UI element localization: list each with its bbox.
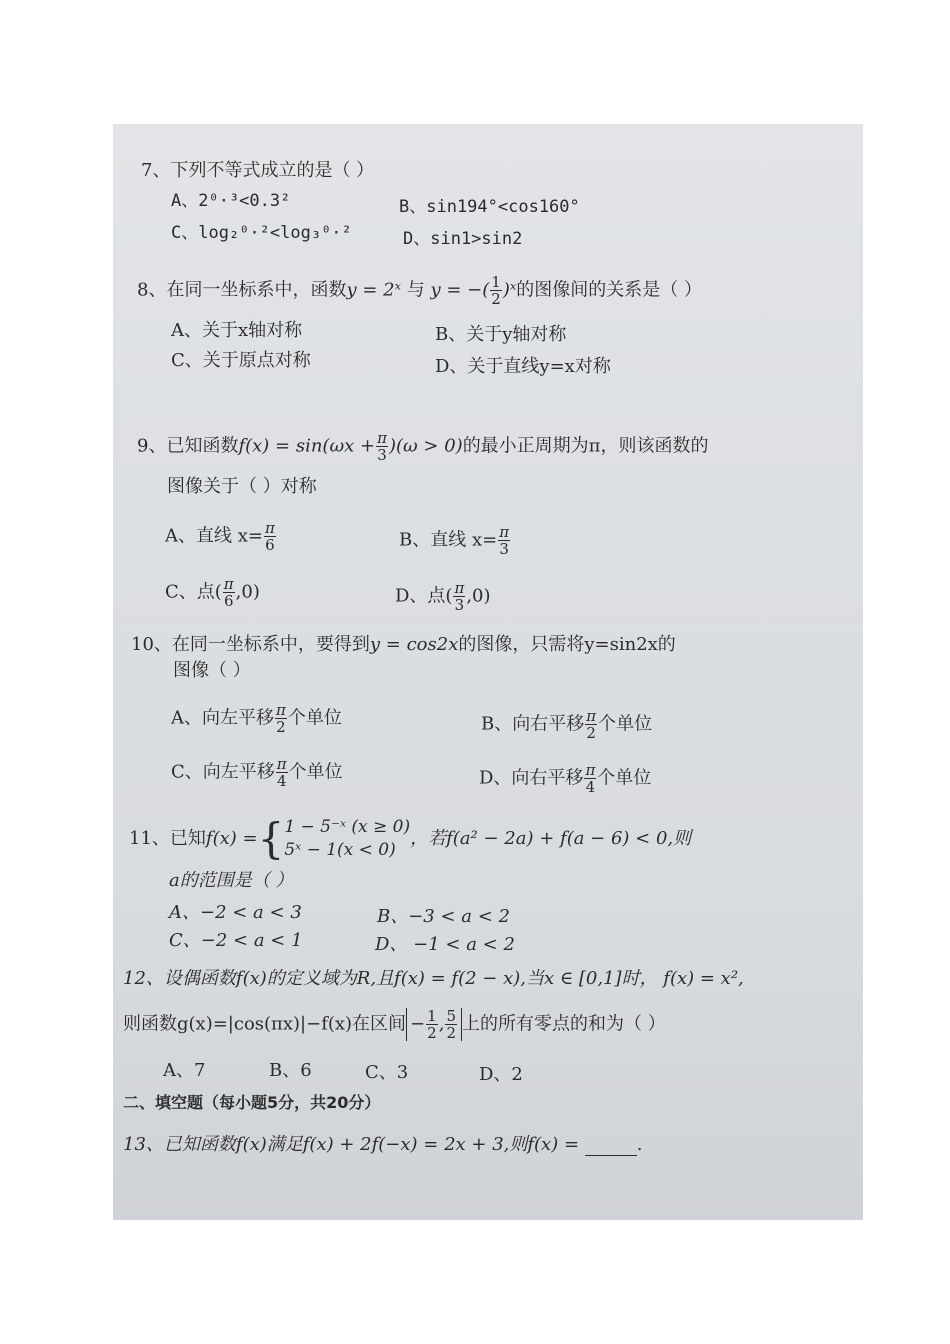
q9-a-pre: A、直线 x= (165, 525, 263, 547)
q10-c-fraction: $\frac{\pi}{4}$ (276, 755, 287, 790)
q8-stem (137, 274, 702, 307)
q10-d-unit: 个单位 (597, 767, 652, 789)
q9-d-post: ,0) (466, 585, 491, 607)
q11-stem (129, 816, 691, 862)
q11-function: f(x) = (205, 828, 258, 849)
q10-b-unit: 个单位 (598, 713, 653, 735)
q9-fraction: $\frac{\pi}{3}$ (377, 429, 387, 464)
q13-text: 13、已知函数f(x)满足f(x) + 2f(−x) = 2x + 3,则f(x) = (123, 1134, 580, 1155)
q10-option-b (481, 708, 652, 741)
q10-c-unit: 个单位 (288, 761, 343, 783)
q9-option-a (165, 520, 277, 553)
q9-b-pre: B、直线 x= (399, 529, 498, 551)
q8-stem-pre: 8、在同一坐标系中，函数 (137, 279, 347, 301)
q13-answer-blank (585, 1137, 637, 1156)
q8-function-2-pre: y = −( (430, 279, 490, 301)
q10-a-fraction: $\frac{\pi}{2}$ (276, 701, 286, 736)
q12-interval: − $\frac{1}{2}$ , $\frac{5}{2}$ (406, 1008, 462, 1041)
q10-c-pre: C、向左平移 (171, 761, 275, 783)
q10-stem-pre: 10、在同一坐标系中，要得到 (131, 634, 370, 655)
q10-stem-post: 的图像，只需将y=sin2x的 (458, 634, 676, 655)
q9-stem-pre: 9、已知函数 (137, 435, 239, 457)
q9-d-fraction: $\frac{\pi}{3}$ (454, 579, 465, 614)
q8-fraction: $\frac{1}{2}$ (491, 273, 501, 308)
q10-function: y = cos2x (369, 634, 459, 655)
q10-a-unit: 个单位 (287, 707, 342, 729)
q12-line2-post: 上的所有零点的和为（ ） (461, 1013, 666, 1035)
q8-stem-mid: 与 (406, 279, 425, 301)
q12-option-d: D、2 (479, 1064, 523, 1085)
q11-brace: { (257, 814, 285, 863)
q9-c-fraction: $\frac{\pi}{6}$ (223, 575, 234, 610)
q12-fraction-2: $\frac{5}{2}$ (446, 1007, 456, 1042)
q10-a-pre: A、向左平移 (171, 707, 274, 729)
exam-paper (113, 124, 863, 1220)
q12-option-a: A、7 (163, 1060, 206, 1081)
q7-option-c: C、log₂⁰·²<log₃⁰·² (171, 223, 352, 243)
q11-condition: ，若f(a² − 2a) + f(a − 6) < 0,则 (410, 828, 692, 849)
q11-option-a: A、−2 < a < 3 (169, 902, 302, 923)
q7-option-a: A、2⁰·³<0.3² (171, 191, 291, 211)
q10-option-c (171, 756, 343, 789)
q10-option-a (171, 702, 342, 735)
q10-line2: 图像（ ） (173, 660, 251, 681)
q13-end: . (636, 1134, 643, 1155)
q9-a-fraction: $\frac{\pi}{6}$ (264, 519, 275, 554)
q9-function-post: )(ω > 0) (388, 435, 463, 457)
q11-line2: a的范围是（ ） (169, 870, 294, 891)
q13 (123, 1134, 643, 1156)
q12-line2 (123, 1008, 666, 1041)
q9-option-b (399, 524, 511, 557)
q11-cases (284, 816, 410, 862)
q11-case-1: 1 − 5⁻ˣ (x ≥ 0) (284, 817, 411, 837)
q10-option-d (479, 762, 651, 795)
q10-b-fraction: $\frac{\pi}{2}$ (586, 707, 597, 742)
q7-option-b: B、sin194°<cos160° (399, 197, 580, 217)
q12-line2-pre: 则函数g(x)=|cos(πx)|−f(x)在区间 (123, 1013, 407, 1035)
q9-c-pre: C、点( (165, 581, 222, 603)
q8-option-d: D、关于直线y=x对称 (435, 356, 611, 377)
q9-option-d (395, 580, 491, 613)
q9-stem-post: 的最小正周期为π，则该函数的 (462, 435, 709, 457)
q8-function-2-post: )ˣ (502, 279, 517, 301)
q9-b-fraction: $\frac{\pi}{3}$ (499, 523, 510, 558)
q11-option-c: C、−2 < a < 1 (169, 930, 303, 951)
q8-option-a: A、关于x轴对称 (171, 320, 303, 341)
q8-option-b: B、关于y轴对称 (435, 324, 567, 345)
q9-d-pre: D、点( (395, 585, 453, 607)
q7-option-d: D、sin1>sin2 (403, 229, 523, 249)
q9-stem (137, 430, 709, 463)
q10-d-pre: D、向右平移 (479, 767, 584, 789)
q8-function-1: y = 2ˣ (346, 279, 401, 301)
q11-case-2: 5ˣ − 1(x < 0) (284, 840, 396, 860)
q9-option-c (165, 576, 260, 609)
q12-option-c: C、3 (365, 1062, 409, 1083)
q11-option-d: D、 −1 < a < 2 (375, 934, 515, 955)
q12-neg: − (410, 1013, 426, 1035)
q7-stem: 7、下列不等式成立的是（ ） (141, 160, 375, 181)
q10-d-fraction: $\frac{\pi}{4}$ (585, 761, 596, 796)
q12-line1: 12、设偶函数f(x)的定义域为R,且f(x) = f(2 − x),当x ∈ [0,1]时， f(x) = x², (123, 968, 744, 989)
q12-option-b: B、6 (269, 1060, 312, 1081)
q9-function-pre: f(x) = sin(ωx + (238, 435, 376, 457)
q9-c-post: ,0) (235, 581, 260, 603)
q10-stem (131, 634, 676, 656)
q9-line2: 图像关于（ ）对称 (167, 476, 317, 497)
q8-stem-post: 的图像间的关系是（ ） (516, 279, 702, 301)
q11-option-b: B、−3 < a < 2 (377, 906, 510, 927)
q11-stem-pre: 11、已知 (129, 828, 206, 849)
q10-b-pre: B、向右平移 (481, 713, 585, 735)
section-fill-in-blank: 二、填空题（每小题5分，共20分） (123, 1093, 381, 1112)
q8-option-c: C、关于原点对称 (171, 350, 311, 371)
q12-fraction-1: $\frac{1}{2}$ (427, 1007, 437, 1042)
